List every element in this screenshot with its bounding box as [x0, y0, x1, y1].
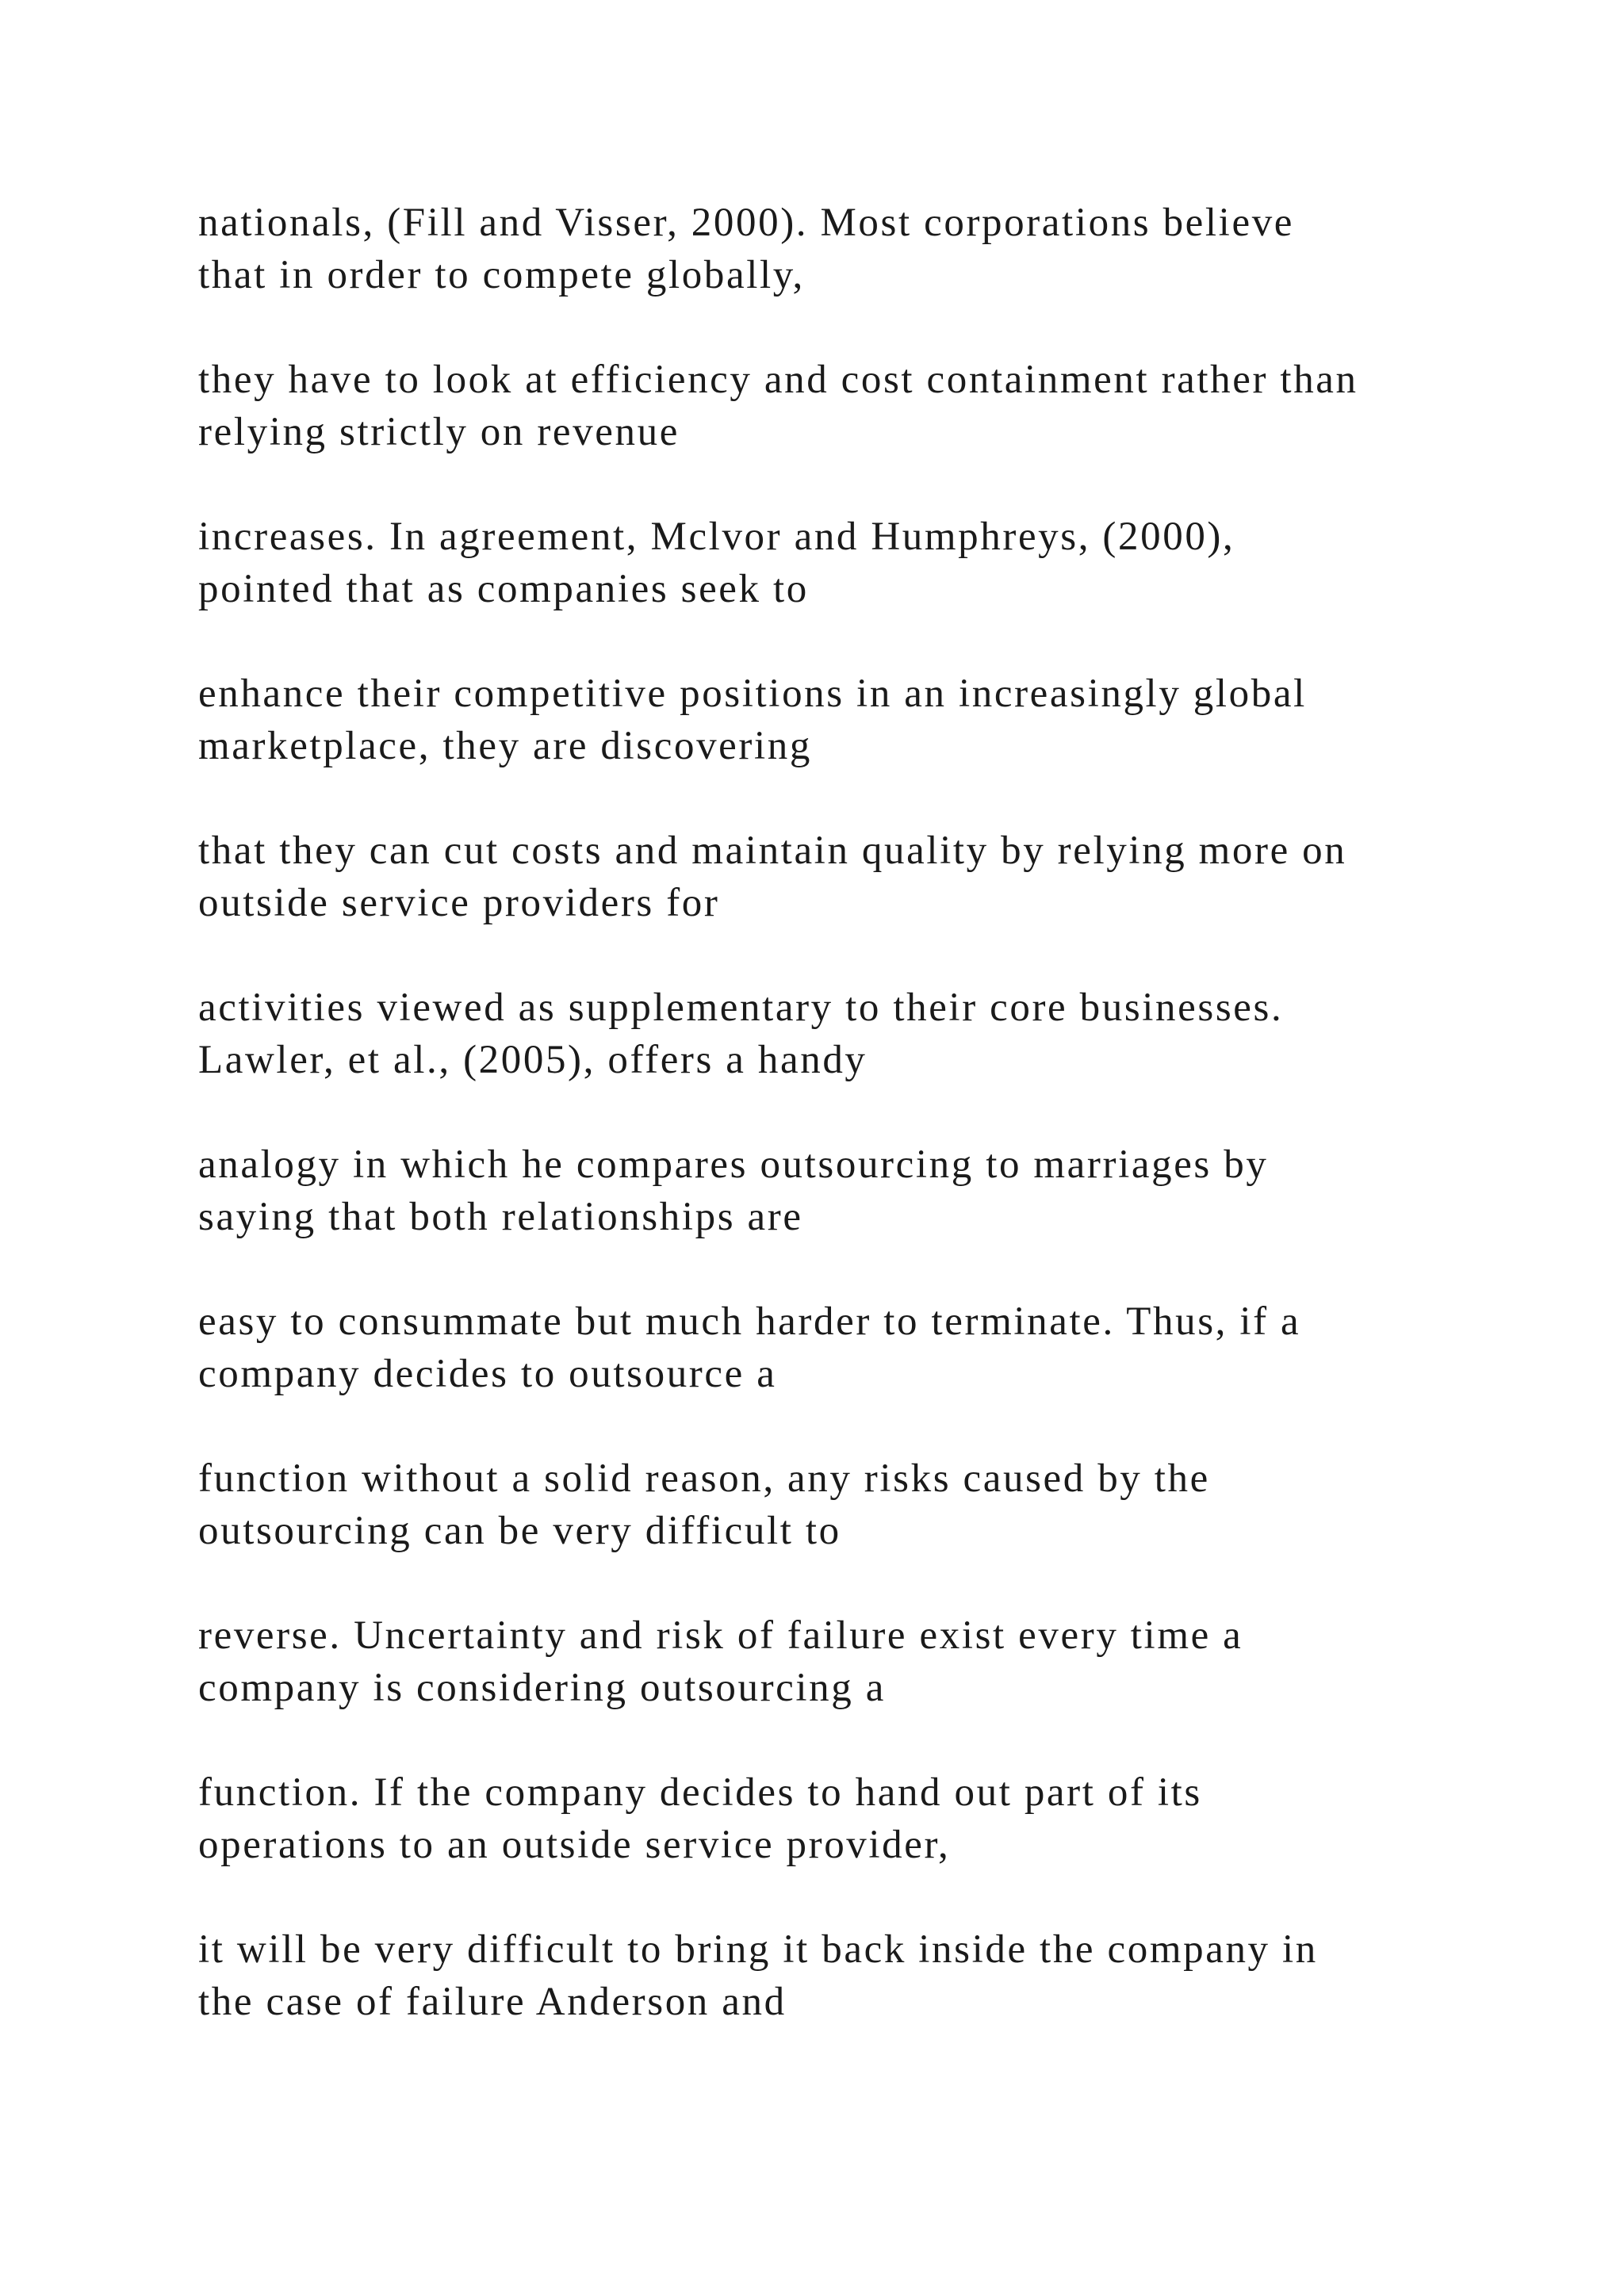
paragraph-line: function. If the company decides to hand out part of its	[198, 1770, 1202, 1815]
paragraph-line: it will be very difficult to bring it back inside the company in	[198, 1927, 1318, 1972]
paragraph-5	[198, 825, 1515, 929]
paragraph-line: company is considering outsourcing a	[198, 1666, 886, 1710]
paragraph-7	[198, 1138, 1515, 1243]
paragraph-line: pointed that as companies seek to	[198, 567, 809, 611]
paragraph-2	[198, 354, 1515, 458]
paragraph-1	[198, 197, 1515, 301]
paragraph-line: increases. In agreement, Mclvor and Humphreys, (2000),	[198, 515, 1235, 559]
paragraph-line: marketplace, they are discovering	[198, 724, 812, 768]
paragraph-line: analogy in which he compares outsourcing to marriages by	[198, 1142, 1269, 1187]
paragraph-4	[198, 668, 1515, 772]
paragraph-line: operations to an outside service provider,	[198, 1823, 951, 1867]
paragraph-line: they have to look at efficiency and cost containment rather than	[198, 358, 1358, 402]
paragraph-line: nationals, (Fill and Visser, 2000). Most corporations believe	[198, 201, 1295, 245]
paragraph-12	[198, 1923, 1515, 2028]
paragraph-6	[198, 982, 1515, 1086]
paragraph-11	[198, 1766, 1515, 1871]
paragraph-line: the case of failure Anderson and	[198, 1980, 787, 2024]
paragraph-line: saying that both relationships are	[198, 1195, 803, 1239]
paragraph-line: that they can cut costs and maintain quality by relying more on	[198, 828, 1347, 873]
paragraph-line: activities viewed as supplementary to their core businesses.	[198, 985, 1284, 1030]
paragraph-8	[198, 1295, 1515, 1400]
paragraph-line: outside service providers for	[198, 881, 720, 925]
paragraph-line: Lawler, et al., (2005), offers a handy	[198, 1038, 868, 1082]
paragraph-line: outsourcing can be very difficult to	[198, 1509, 841, 1553]
paragraph-line: that in order to compete globally,	[198, 253, 805, 297]
document-body	[198, 197, 1515, 2080]
paragraph-line: enhance their competitive positions in an increasingly global	[198, 672, 1307, 716]
paragraph-line: function without a solid reason, any risks caused by the	[198, 1456, 1210, 1501]
paragraph-line: company decides to outsource a	[198, 1352, 777, 1396]
paragraph-line: easy to consummate but much harder to terminate. Thus, if a	[198, 1299, 1301, 1344]
paragraph-10	[198, 1609, 1515, 1714]
paragraph-9	[198, 1452, 1515, 1557]
paragraph-line: relying strictly on revenue	[198, 410, 680, 454]
paragraph-line: reverse. Uncertainty and risk of failure exist every time a	[198, 1613, 1243, 1658]
paragraph-3	[198, 511, 1515, 615]
